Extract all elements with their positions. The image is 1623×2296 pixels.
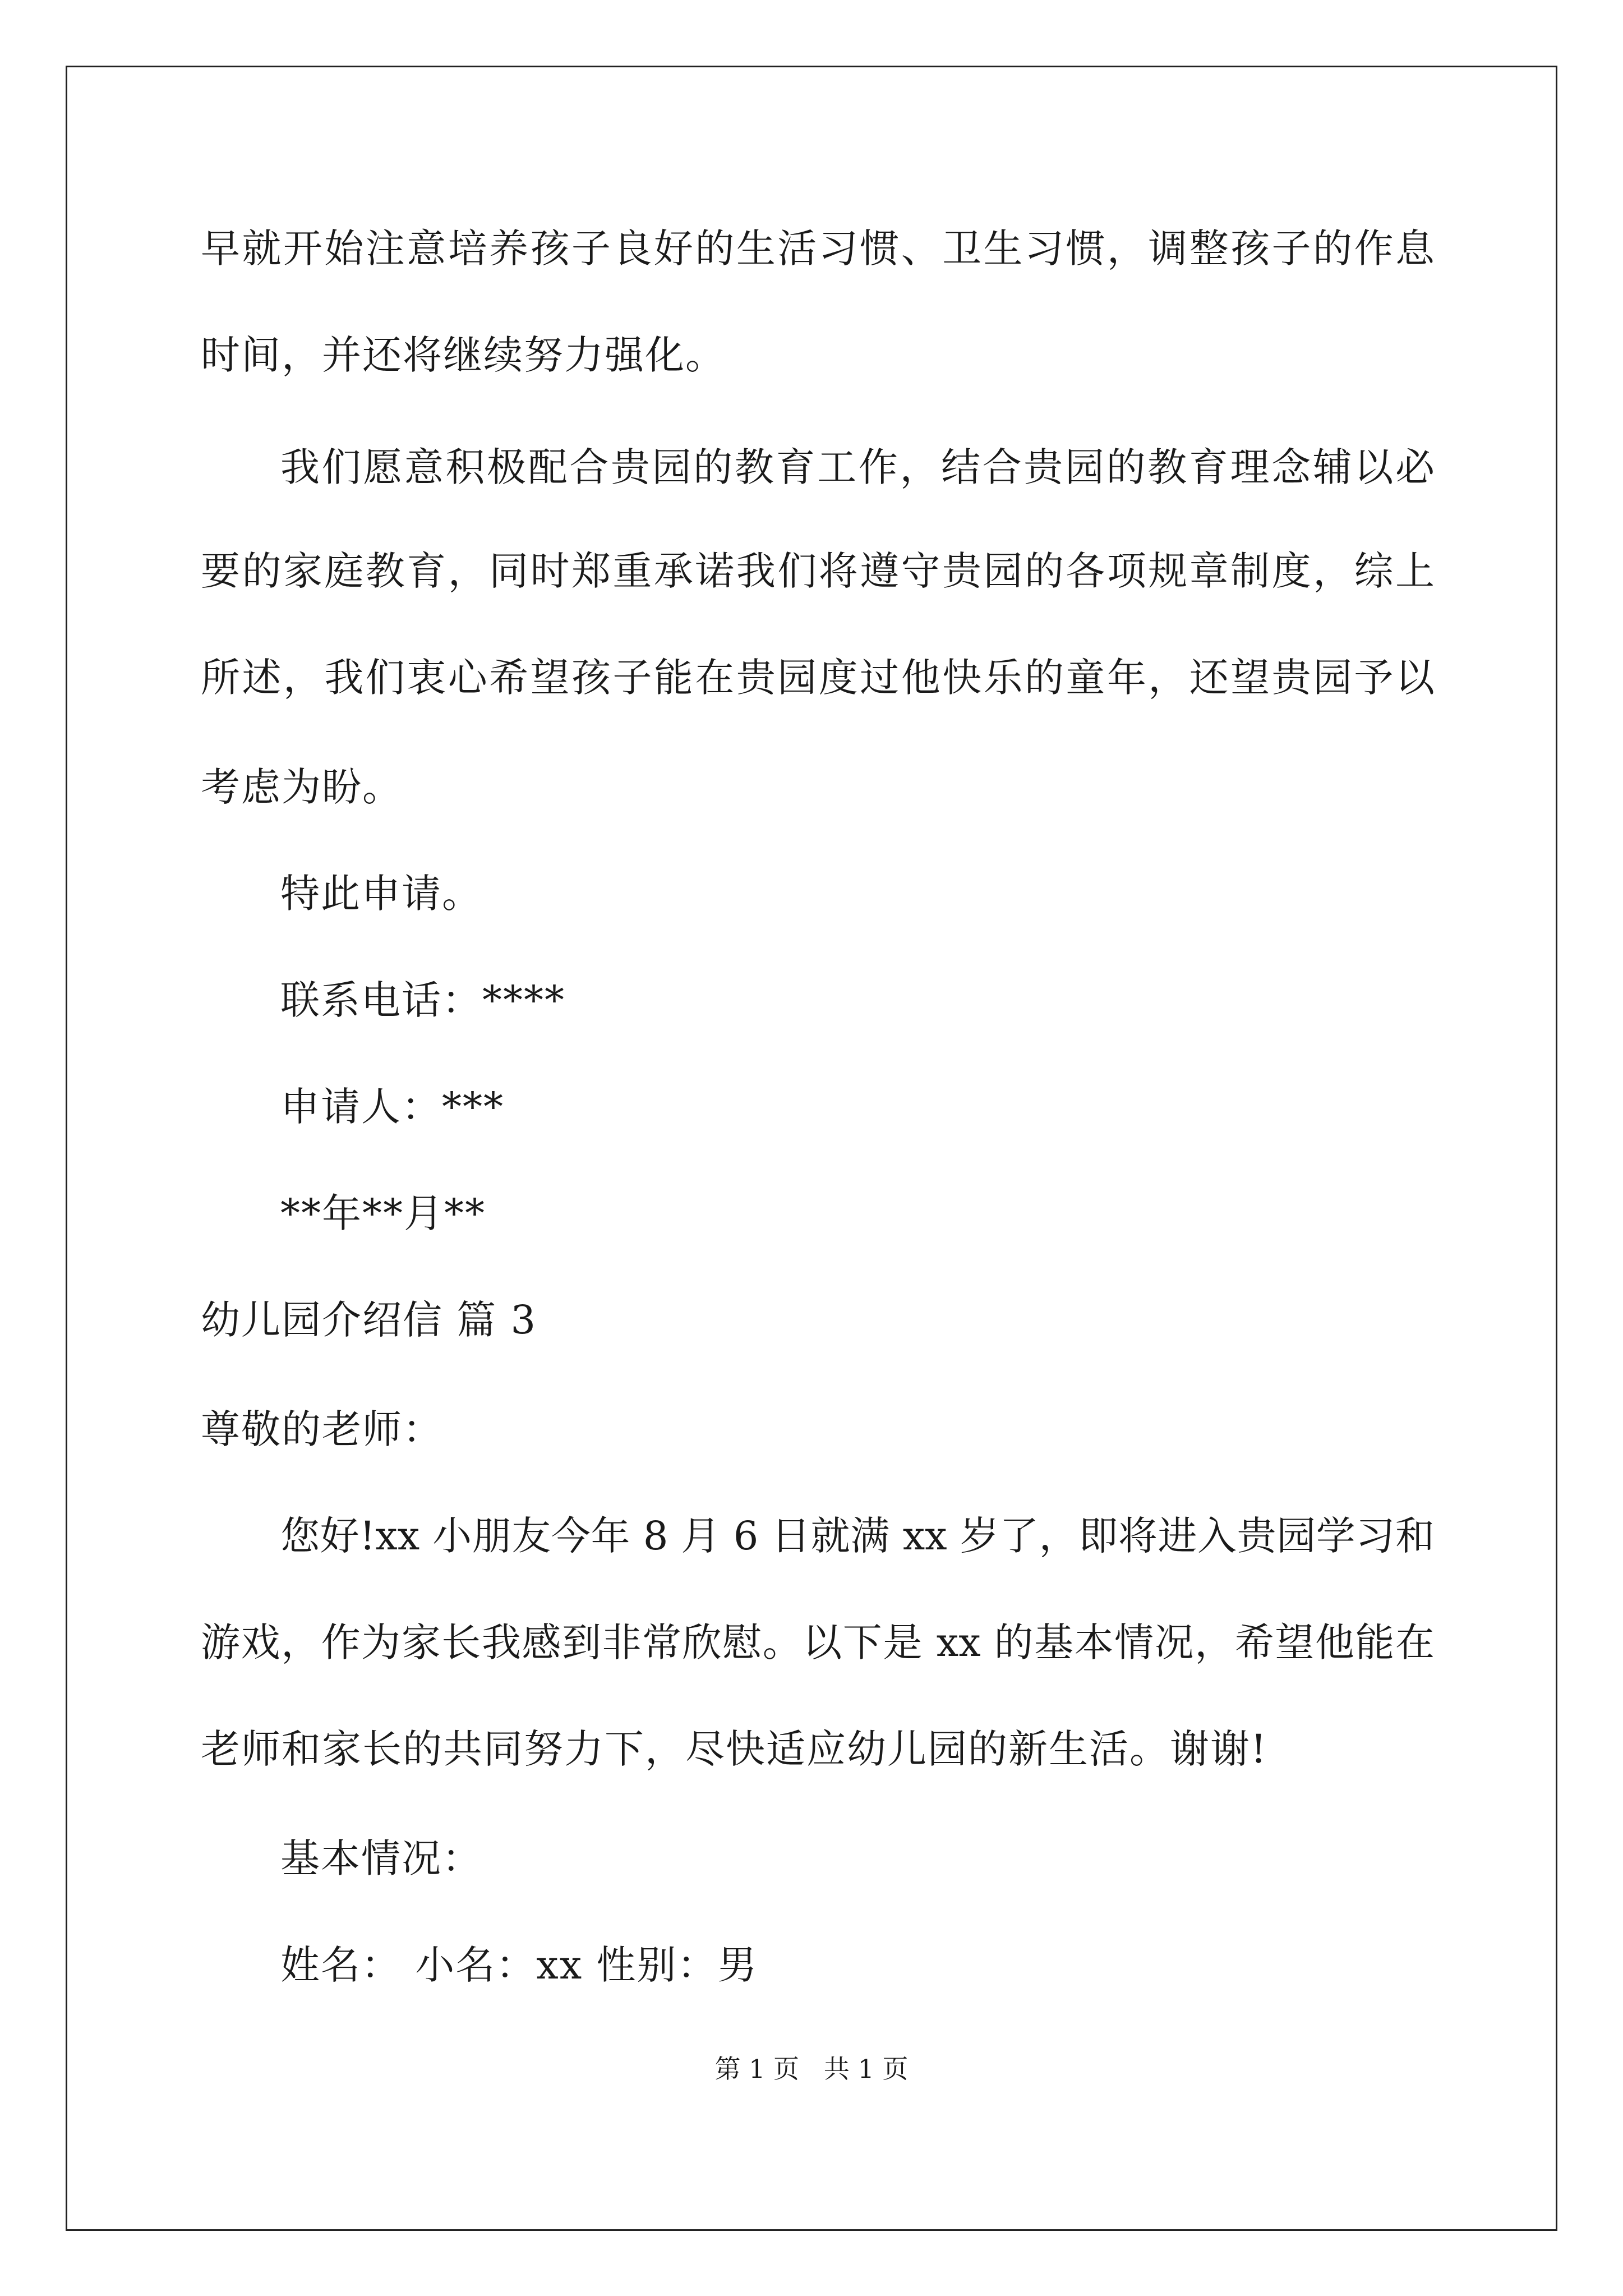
- subheading: 基本情况：: [280, 1835, 482, 1881]
- body-line: 时间，并还将继续努力强化。: [201, 332, 726, 378]
- body-line: 您好!xx 小朋友今年 8 月 6 日就满 xx 岁了，即将进入贵园学习和: [280, 1513, 1435, 1559]
- body-line: 早就开始注意培养孩子良好的生活习惯、卫生习惯，调整孩子的作息: [201, 226, 1435, 272]
- body-line: 游戏，作为家长我感到非常欣慰。以下是 xx 的基本情况，希望他能在: [201, 1619, 1435, 1665]
- body-line: 要的家庭教育，同时郑重承诺我们将遵守贵园的各项规章制度，综上: [201, 548, 1435, 594]
- applicant: 申请人：***: [280, 1084, 504, 1130]
- salutation: 尊敬的老师：: [201, 1406, 443, 1452]
- date-line: **年**月**: [280, 1190, 486, 1236]
- contact-phone: 联系电话：****: [280, 977, 565, 1023]
- body-line: 特此申请。: [280, 871, 482, 917]
- page-footer: 第 1 页 共 1 页: [714, 2054, 909, 2084]
- body-line: 考虑为盼。: [201, 764, 403, 810]
- body-line: 老师和家长的共同努力下，尽快适应幼儿园的新生活。谢谢!: [201, 1726, 1268, 1772]
- page-border: [66, 66, 1557, 2231]
- section-heading: 幼儿园介绍信 篇 3: [201, 1297, 537, 1343]
- body-line: 我们愿意积极配合贵园的教育工作，结合贵园的教育理念辅以必: [280, 444, 1435, 490]
- body-line: 所述，我们衷心希望孩子能在贵园度过他快乐的童年，还望贵园予以: [201, 655, 1435, 701]
- info-line: 姓名： 小名：xx 性别：男: [280, 1942, 758, 1988]
